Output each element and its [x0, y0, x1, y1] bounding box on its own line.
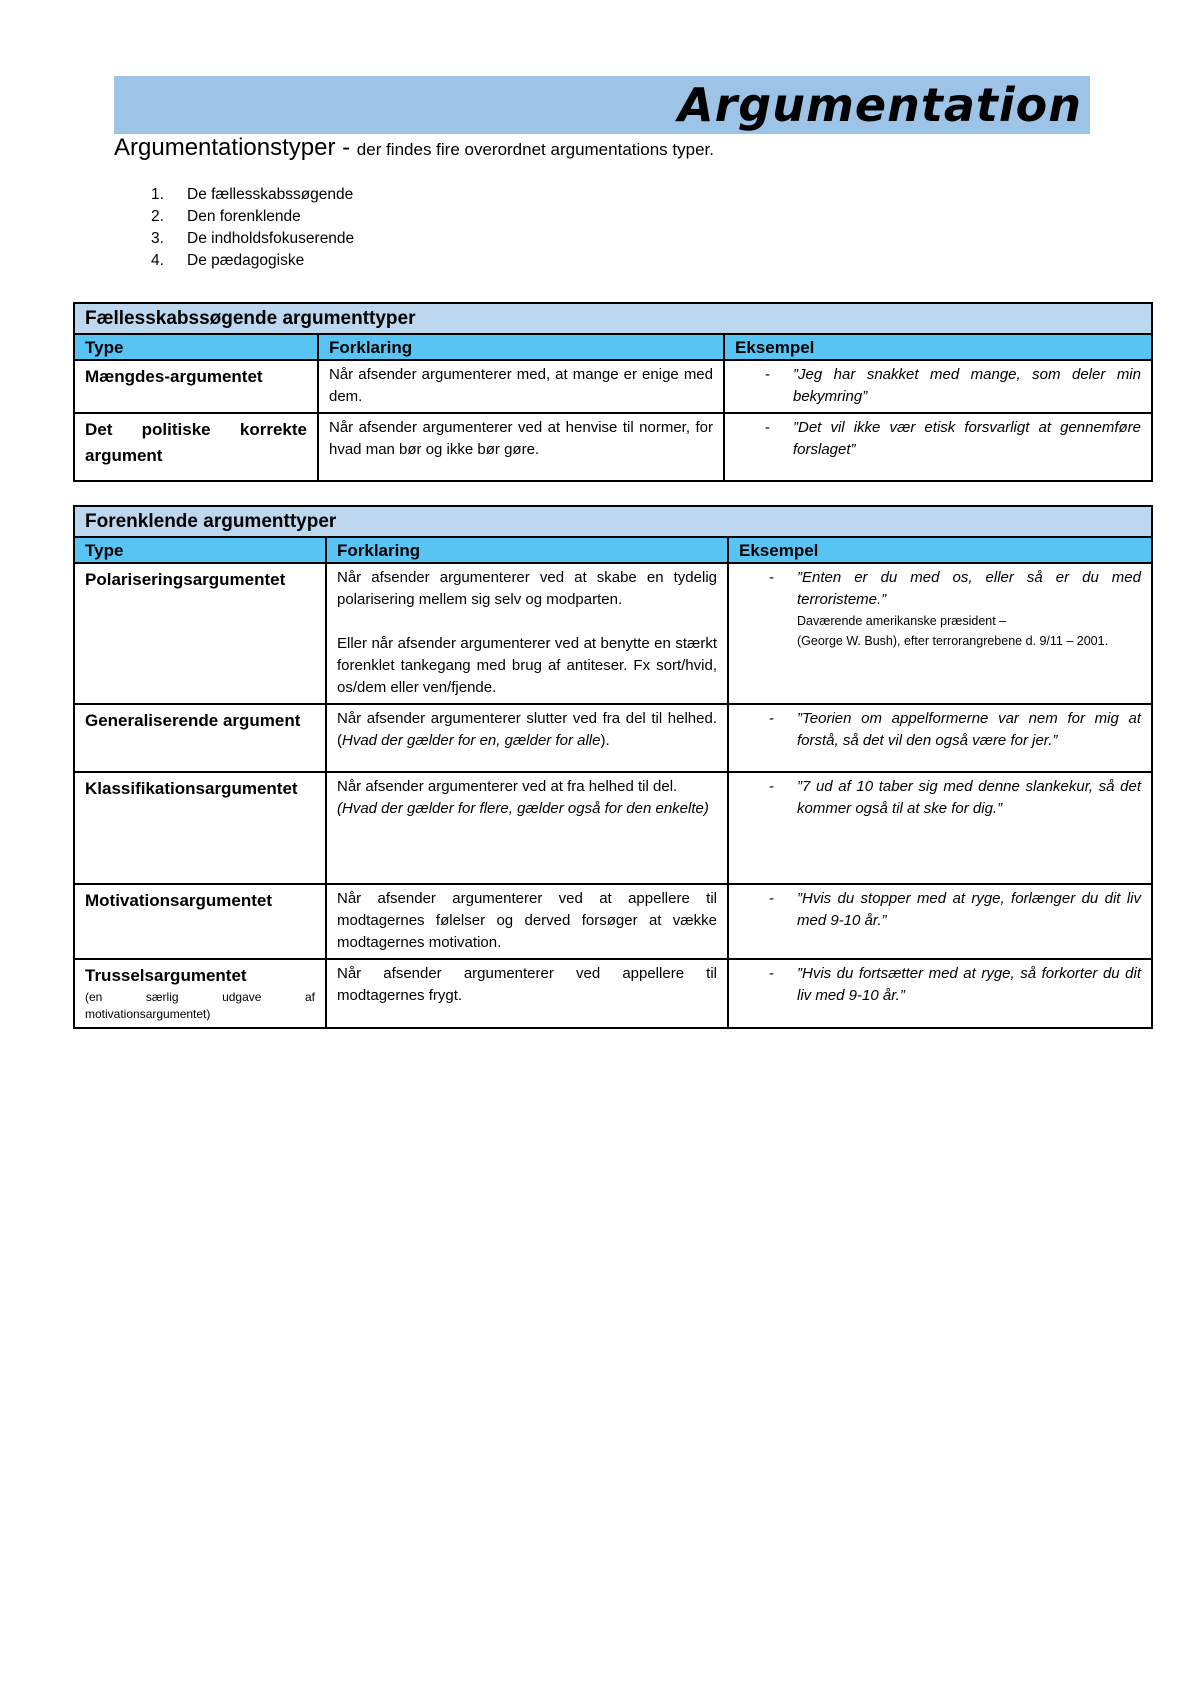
type-cell: Generaliserende argument — [74, 704, 326, 772]
example-note: (George W. Bush), efter terrorangrebene d. 9/11 – 2001. — [797, 634, 1109, 648]
subtitle-rest: der findes fire overordnet argumentations typer. — [356, 140, 714, 159]
faellesskab-table — [73, 302, 1153, 482]
table-row — [74, 360, 1152, 413]
explanation-end: ). — [600, 732, 610, 749]
example-cell — [728, 563, 1152, 704]
type-cell: Det politiske korrekte argument — [74, 413, 318, 481]
explanation-italic — [337, 798, 717, 820]
page-title: Argumentation — [678, 78, 1082, 132]
example-text: ”Jeg har snakket med mange, som deler min bekymring” — [793, 366, 1141, 405]
list-item-label: De indholdsfokuserende — [187, 230, 355, 247]
list-item — [151, 184, 354, 206]
list-item-number: 2. — [151, 208, 164, 225]
example-cell — [728, 704, 1152, 772]
list-item — [151, 206, 354, 228]
explanation-paragraph: Eller når afsender argumenterer ved at benytte en stærkt forenklet tankegang med brug af antiteser. Fx sort/hvid, os/dem eller ven/fjende. — [337, 635, 717, 696]
type-cell: Klassifikationsargumentet — [74, 772, 326, 884]
example-block — [797, 567, 1141, 651]
example-text: ”7 ud af 10 taber sig med denne slankekur, så det kommer også til at ske for dig.” — [797, 778, 1141, 817]
explanation-italic: Hvad der gælder for en, gælder for alle — [342, 732, 601, 749]
example-cell — [724, 360, 1152, 413]
table-row — [74, 772, 1152, 884]
example-text: ”Hvis du stopper med at ryge, forlænger du dit liv med 9-10 år.” — [797, 890, 1141, 929]
table-row — [74, 959, 1152, 1028]
type-label: Trusselsargumentet — [85, 966, 247, 985]
example-cell — [728, 959, 1152, 1028]
explanation-paragraph: Når afsender argumenterer ved at skabe en tydelig polarisering mellem sig selv og modparten. — [337, 569, 717, 608]
list-item-label: De pædagogiske — [187, 252, 305, 269]
example-text: ”Enten er du med os, eller så er du med terroristeme.” — [797, 569, 1141, 608]
example-cell — [728, 772, 1152, 884]
example-cell — [724, 413, 1152, 481]
example-text: ”Teorien om appelformerne var nem for mig at forstå, så det vil den også være for jer.” — [797, 710, 1141, 749]
list-item-label: De fællesskabssøgende — [187, 186, 354, 203]
title-bar — [114, 76, 1090, 134]
explanation-cell: Når afsender argumenterer ved at appellere til modtagernes følelser og derved forsøger at vække modtagernes motivation. — [326, 884, 728, 959]
example-text: ”Det vil ikke vær etisk forsvarligt at gennemføre forslaget” — [793, 419, 1141, 458]
table-section-title: Fællesskabssøgende argumenttyper — [74, 303, 1152, 334]
bullet-dash: - — [769, 710, 774, 727]
explanation-cell — [326, 704, 728, 772]
example-text: ”Hvis du fortsætter med at ryge, så forkorter du dit liv med 9-10 år.” — [797, 965, 1141, 1004]
table-row — [74, 413, 1152, 481]
explanation-cell: Når afsender argumenterer ved at henvise til normer, for hvad man bør og ikke bør gøre. — [318, 413, 724, 481]
subtitle-main: Argumentationstyper - — [114, 134, 357, 161]
column-header-explanation: Forklaring — [326, 537, 728, 563]
explanation-cell: Når afsender argumenterer med, at mange er enige med dem. — [318, 360, 724, 413]
explanation-text: Når afsender argumenterer slutter ved fra del til helhed. ( — [337, 710, 717, 749]
table-row — [74, 704, 1152, 772]
column-header-type: Type — [74, 334, 318, 360]
table-row — [74, 563, 1152, 704]
explanation-cell — [326, 772, 728, 884]
example-note: Daværende amerikanske præsident – — [797, 614, 1007, 628]
type-cell — [74, 959, 326, 1028]
list-item-number: 4. — [151, 252, 164, 269]
bullet-dash: - — [765, 419, 770, 436]
explanation-italic-text: (Hvad der gælder for flere, gælder også for den enkelte) — [337, 800, 709, 817]
type-cell: Polariseringsargumentet — [74, 563, 326, 704]
list-item — [151, 250, 354, 272]
list-item-label: Den forenklende — [187, 208, 301, 225]
subtitle — [114, 134, 714, 162]
type-cell: Mængdes-argumentet — [74, 360, 318, 413]
column-header-explanation: Forklaring — [318, 334, 724, 360]
table-section-title: Forenklende argumenttyper — [74, 506, 1152, 537]
bullet-dash: - — [769, 778, 774, 795]
column-header-type: Type — [74, 537, 326, 563]
list-item-number: 1. — [151, 186, 164, 203]
list-item — [151, 228, 354, 250]
bullet-dash: - — [769, 890, 774, 907]
explanation-text: Når afsender argumenterer ved at fra helhed til del. — [337, 778, 678, 795]
example-cell — [728, 884, 1152, 959]
bullet-dash: - — [769, 965, 774, 982]
list-item-number: 3. — [151, 230, 164, 247]
forenklende-table — [73, 505, 1153, 1029]
bullet-dash: - — [765, 366, 770, 383]
bullet-dash: - — [769, 569, 774, 586]
table-row — [74, 884, 1152, 959]
column-header-example: Eksempel — [724, 334, 1152, 360]
explanation-cell — [326, 563, 728, 704]
column-header-example: Eksempel — [728, 537, 1152, 563]
type-cell: Motivationsargumentet — [74, 884, 326, 959]
type-note: (en særlig udgave af motivationsargumentet) — [85, 990, 315, 1021]
explanation-cell: Når afsender argumenterer ved appellere til modtagernes frygt. — [326, 959, 728, 1028]
intro-list — [151, 184, 354, 272]
